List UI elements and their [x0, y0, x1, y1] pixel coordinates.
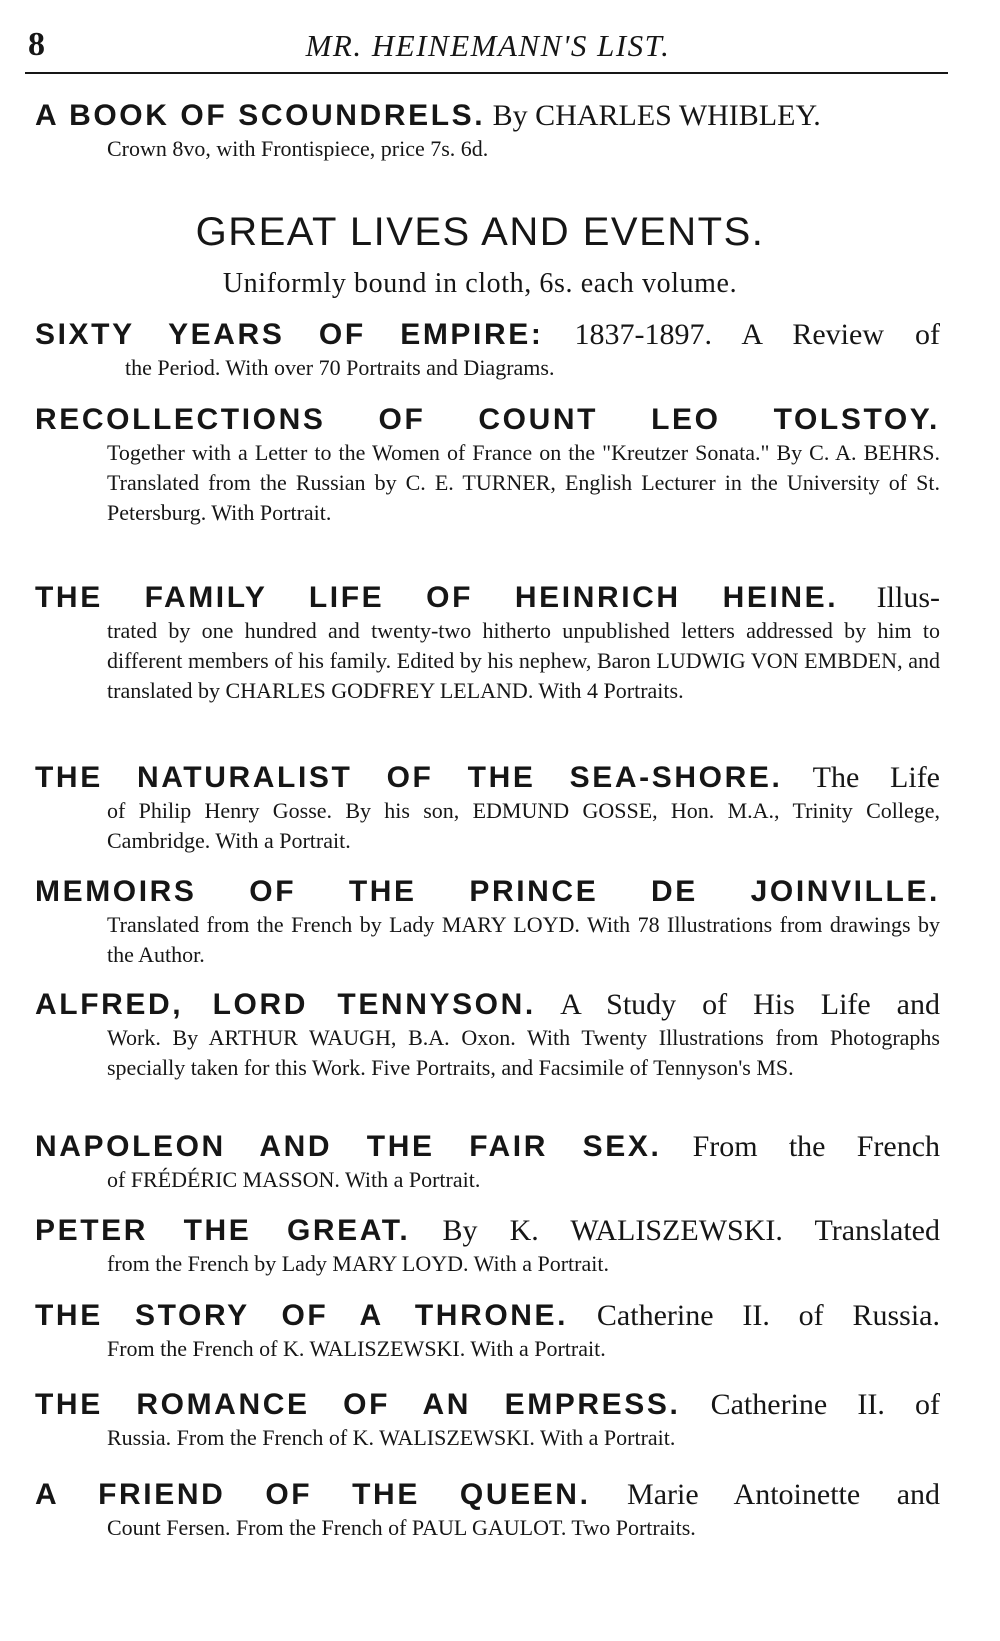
book-description: of FRÉDÉRIC MASSON. With a Portrait. [107, 1167, 481, 1192]
book-entry-scoundrels [35, 98, 940, 164]
book-title-rest: The Life [812, 761, 940, 794]
book-title-rest: 1837-1897. A Review of [574, 318, 941, 351]
book-description: trated by one hundred and twenty-two hitherto unpublished letters addressed by him to different members of his family. Edited by his nephew, Baron LUDWIG VON EMBDEN, and translated by CHARLES GODFREY LELAND. With 4 Portraits. [107, 618, 940, 703]
book-details: Crown 8vo, with Frontispiece, price 7s. 6d. [107, 136, 489, 161]
entry-title-line [35, 317, 940, 353]
entry-title-line [35, 760, 940, 796]
page-number: 8 [28, 26, 45, 63]
book-title: THE NATURALIST OF THE SEA-SHORE. [35, 761, 783, 794]
book-description: Russia. From the French of K. WALISZEWSKI. With a Portrait. [107, 1425, 676, 1450]
book-entry [35, 1129, 940, 1195]
book-description: From the French of K. WALISZEWSKI. With a Portrait. [107, 1336, 606, 1361]
book-title-rest: By K. WALISZEWSKI. Translated [442, 1214, 940, 1247]
book-title-rest: Catherine II. of [710, 1388, 940, 1421]
book-title-rest: Illus- [876, 581, 940, 614]
section-subtitle: Uniformly bound in cloth, 6s. each volume. [222, 268, 738, 299]
entry-title-line [35, 1387, 940, 1423]
entry-title-line [35, 402, 940, 438]
book-title: THE STORY OF A THRONE. [35, 1299, 569, 1332]
book-entry [35, 874, 940, 970]
entry-title-line [35, 1298, 940, 1334]
section-title: GREAT LIVES AND EVENTS. [195, 210, 765, 254]
entry-title-line [35, 1213, 940, 1249]
header-rule [25, 72, 948, 74]
entry-title-line [35, 874, 940, 910]
book-entry [35, 1477, 940, 1543]
book-description: from the French by Lady MARY LOYD. With a Portrait. [107, 1251, 609, 1276]
entry-title-line [35, 1477, 940, 1513]
running-title: MR. HEINEMANN'S LIST. [305, 28, 671, 63]
book-title-rest: A Study of His Life and [560, 988, 940, 1021]
entry-title-line [35, 580, 940, 616]
book-entry [35, 317, 940, 383]
entry-title-line [35, 987, 940, 1023]
book-title: NAPOLEON AND THE FAIR SEX. [35, 1130, 662, 1163]
book-description: Translated from the French by Lady MARY LOYD. With 78 Illustrations from drawings by the Author. [107, 912, 940, 967]
book-title: A BOOK OF SCOUNDRELS. [35, 99, 486, 132]
book-title-rest: Catherine II. of Russia. [596, 1299, 940, 1332]
entry-title-line [35, 98, 940, 134]
book-title: SIXTY YEARS OF EMPIRE: [35, 318, 544, 351]
book-title: PETER THE GREAT. [35, 1214, 411, 1247]
book-description: Count Fersen. From the French of PAUL GAULOT. Two Portraits. [107, 1515, 696, 1540]
book-entry [35, 1298, 940, 1364]
book-entry [35, 580, 940, 706]
book-title: RECOLLECTIONS OF COUNT LEO TOLSTOY. [35, 403, 940, 436]
book-title: ALFRED, LORD TENNYSON. [35, 988, 536, 1021]
book-title: A FRIEND OF THE QUEEN. [35, 1478, 591, 1511]
book-entry [35, 987, 940, 1083]
book-description: Work. By ARTHUR WAUGH, B.A. Oxon. With Twenty Illustrations from Photographs specially taken for this Work. Five Portraits, and Facsimile of Tennyson's MS. [107, 1025, 940, 1080]
book-entry [35, 1387, 940, 1453]
book-title-rest: Marie Antoinette and [627, 1478, 941, 1511]
page-header [28, 22, 948, 72]
book-description: Together with a Letter to the Women of France on the "Kreutzer Sonata." By C. A. BEHRS. Translated from the Russian by C. E. TURNER, English Lecturer in the University of St. Petersburg. With Portrait. [107, 440, 940, 525]
book-title: THE FAMILY LIFE OF HEINRICH HEINE. [35, 581, 839, 614]
book-title-rest: From the French [692, 1130, 941, 1163]
book-title: THE ROMANCE OF AN EMPRESS. [35, 1388, 681, 1421]
book-description: the Period. With over 70 Portraits and Diagrams. [125, 355, 555, 380]
book-entry [35, 402, 940, 528]
book-entry [35, 760, 940, 856]
book-entry [35, 1213, 940, 1279]
entry-title-line [35, 1129, 940, 1165]
book-title: MEMOIRS OF THE PRINCE DE JOINVILLE. [35, 875, 940, 908]
book-byline: By CHARLES WHIBLEY. [492, 99, 821, 132]
book-description: of Philip Henry Gosse. By his son, EDMUND GOSSE, Hon. M.A., Trinity College, Cambridge. With a Portrait. [107, 798, 940, 853]
